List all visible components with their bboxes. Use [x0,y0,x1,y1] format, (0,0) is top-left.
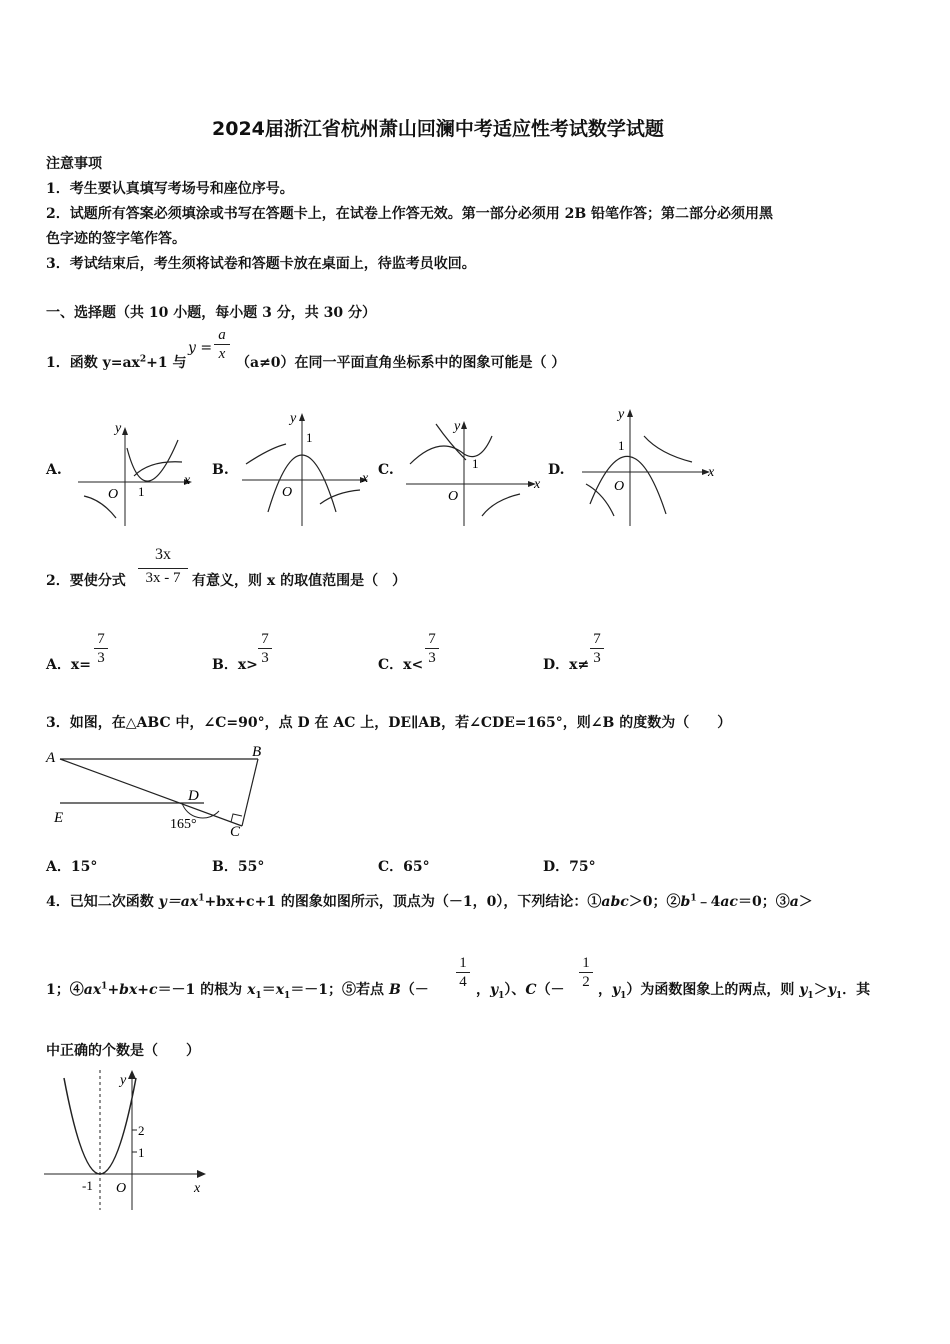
y-arrow-icon [122,427,128,435]
subscript: 1 [807,990,814,1001]
y-label: y [120,1073,127,1088]
text-run: y [827,982,836,998]
hyperbola-branch [246,444,286,464]
text-run: abc [601,894,629,910]
q1-frac-den: x [218,346,226,362]
q1-option-a-label: A. [46,462,62,478]
origin-label: O [614,479,625,494]
frac-den: 3 [261,650,269,666]
text-run: ax [83,982,102,998]
q3-option-a: A．15° [46,859,98,875]
x-arrow-icon [197,1170,206,1178]
notice-2-cont: 色字迹的签字笔作答。 [46,231,186,247]
subscript: 1 [284,990,291,1001]
q2-suffix: 有意义，则 x 的取值范围是（ ） [192,573,407,589]
one-label: 1 [472,456,479,471]
text-run: ＝－1；⑤若点 [290,982,389,998]
text-run: （－ [536,982,565,998]
superscript: 1 [198,893,205,904]
x-label: x [534,477,541,492]
q3-option-d: D．75° [543,859,596,875]
subscript: 1 [255,990,262,1001]
hyperbola-branch [436,424,466,460]
text-run: ＝ [261,982,276,998]
page-title: 2024届浙江省杭州萧山回澜中考适应性考试数学试题 [212,118,664,140]
x-tick-label-neg1: -1 [82,1178,93,1193]
q1-prefix: 1．函数 y=ax [46,355,140,371]
q1-frac-num: a [218,327,226,343]
hyperbola-branch [644,436,692,462]
y-arrow-icon [299,413,305,421]
text-run: y [490,982,499,998]
q1-graph-d [574,404,724,530]
q1-stem [46,352,187,372]
frac-num: 7 [593,631,601,647]
text-run: 4．已知二次函数 [46,894,159,910]
q1-graph-c [400,414,550,530]
q2-option-d-fraction [590,630,604,667]
q1-frac-lhs: y = [188,340,213,356]
q1-sup: 2 [139,354,147,365]
q4-line1 [46,891,813,911]
frac-den: 3 [593,650,601,666]
q2-option-c: C．x< [378,657,424,673]
one-label: 1 [618,438,625,453]
one-label: 1 [138,484,145,499]
origin-label: O [448,489,459,504]
y-arrow-icon [128,1070,136,1079]
y-label: y [454,419,461,434]
notice-1: 1．考生要认真填写考场号和座位序号。 [46,181,294,197]
text-run: y＝ax [158,894,199,910]
y-label: y [618,407,625,422]
text-run: ．其 [842,982,871,998]
y-label: y [115,421,122,436]
q1-option-d-label: D. [548,462,565,478]
q3-figure [40,740,280,840]
text-run: C [525,982,537,998]
x-label: x [362,471,369,486]
q4-line2-part3 [598,979,870,1001]
text-run: +bx+c [107,982,158,998]
q2-frac-den: 3x - 7 [145,570,181,586]
y-tick-label-2: 2 [138,1123,145,1138]
superscript: 1 [690,893,697,904]
text-run: b [680,894,691,910]
q4-line2-part2 [476,979,565,1001]
text-run: ac [720,894,738,910]
x-label: x [194,1181,201,1196]
frac-num: 7 [97,631,105,647]
q4-graph [40,1066,220,1216]
text-run: ＞ [813,982,828,998]
q1-graph-a [70,418,200,530]
origin-label: O [116,1181,127,1196]
segment-ac [60,759,242,826]
text-run: a [789,894,799,910]
text-run: ）、 [504,982,526,998]
q2-option-c-fraction [425,630,439,667]
y-label: y [290,411,297,426]
q1-option-b-label: B. [212,462,229,478]
q3-stem: 3．如图，在△ABC 中，∠C=90°，点 D 在 AC 上，DE∥AB，若∠CDE=165°，则∠B 的度数为（ ） [46,715,732,731]
label-d: D [188,788,199,804]
q2-prefix: 2．要使分式 [46,573,126,589]
text-run: ＞ [798,894,813,910]
label-a: A [46,750,56,766]
frac-num: 7 [261,631,269,647]
q4-frac-quarter [456,954,470,991]
subscript: 1 [620,990,627,1001]
angle-label: 165° [170,817,197,832]
text-run: +bx+c+1 的图象如图所示，顶点为（－1，0），下列结论：① [204,894,602,910]
q2-option-a: A．x= [46,657,91,673]
q3-option-b: B．55° [212,859,265,875]
q2-option-b: B．x> [212,657,258,673]
hyperbola-branch [586,484,614,516]
parabola-curve [590,456,666,514]
frac-den: 3 [97,650,105,666]
x-label: x [708,465,715,480]
frac-den: 2 [582,974,590,990]
frac-num: 1 [459,955,467,971]
frac-num: 7 [428,631,436,647]
q1-graph-b [236,408,376,530]
q1-option-c-label: C. [378,462,394,478]
text-run: （－ [400,982,429,998]
hyperbola-branch [134,462,182,476]
notice-2: 2．试题所有答案必须填涂或书写在答题卡上，在试卷上作答无效。第一部分必须用 2B 铅笔作答；第二部分必须用黑 [46,206,774,222]
text-run: y [799,982,808,998]
text-run: y [612,982,621,998]
q4-line3: 中正确的个数是（ ） [46,1043,200,1059]
q1-mid: +1 与 [146,355,187,371]
text-run: ＝－1 的根为 [157,982,248,998]
label-b: B [252,744,262,760]
hyperbola-branch [320,490,360,504]
q2-fraction [138,546,188,587]
text-run: 1；④ [46,982,84,998]
text-run: ＝0；③ [737,894,790,910]
y-arrow-icon [627,409,633,417]
q2-option-a-fraction [94,630,108,667]
text-run: ＞0；② [628,894,681,910]
text-run: ， [476,982,490,998]
q2-option-d: D．x≠ [543,657,590,673]
label-c: C [230,824,241,840]
text-run: ， [598,982,612,998]
y-arrow-icon [461,421,467,429]
segment-bc [242,759,258,826]
text-run: x [247,982,256,998]
section-heading: 一、选择题（共 10 小题，每小题 3 分，共 30 分） [46,305,376,321]
label-e: E [54,810,64,826]
subscript: 1 [498,990,505,1001]
notice-heading: 注意事项 [46,156,102,172]
right-angle-mark [231,814,242,822]
q3-option-c: C．65° [378,859,430,875]
frac-den: 3 [428,650,436,666]
text-run: B [388,982,401,998]
origin-label: O [108,487,119,502]
subscript: 1 [835,990,843,1001]
text-run: ﹣4 [696,894,721,910]
q2-option-b-fraction [258,630,272,667]
text-run: x [275,982,285,998]
q4-frac-half [579,954,593,991]
q1-suffix: （a≠0）在同一平面直角坐标系中的图象可能是（ ） [236,355,566,371]
q4-line2-part1 [46,979,429,1001]
q1-fraction [214,326,230,363]
superscript: 1 [101,981,108,992]
one-label: 1 [306,430,313,445]
q2-frac-num: 3x [155,546,171,563]
x-label: x [184,473,191,488]
y-tick-label-1: 1 [138,1145,145,1160]
text-run: ）为函数图象上的两点，则 [626,982,800,998]
frac-den: 4 [459,974,467,990]
origin-label: O [282,485,293,500]
frac-num: 1 [582,955,590,971]
parabola-curve [410,436,492,464]
notice-3: 3．考试结束后，考生须将试卷和答题卡放在桌面上，待监考员收回。 [46,256,476,272]
hyperbola-branch [482,494,520,516]
